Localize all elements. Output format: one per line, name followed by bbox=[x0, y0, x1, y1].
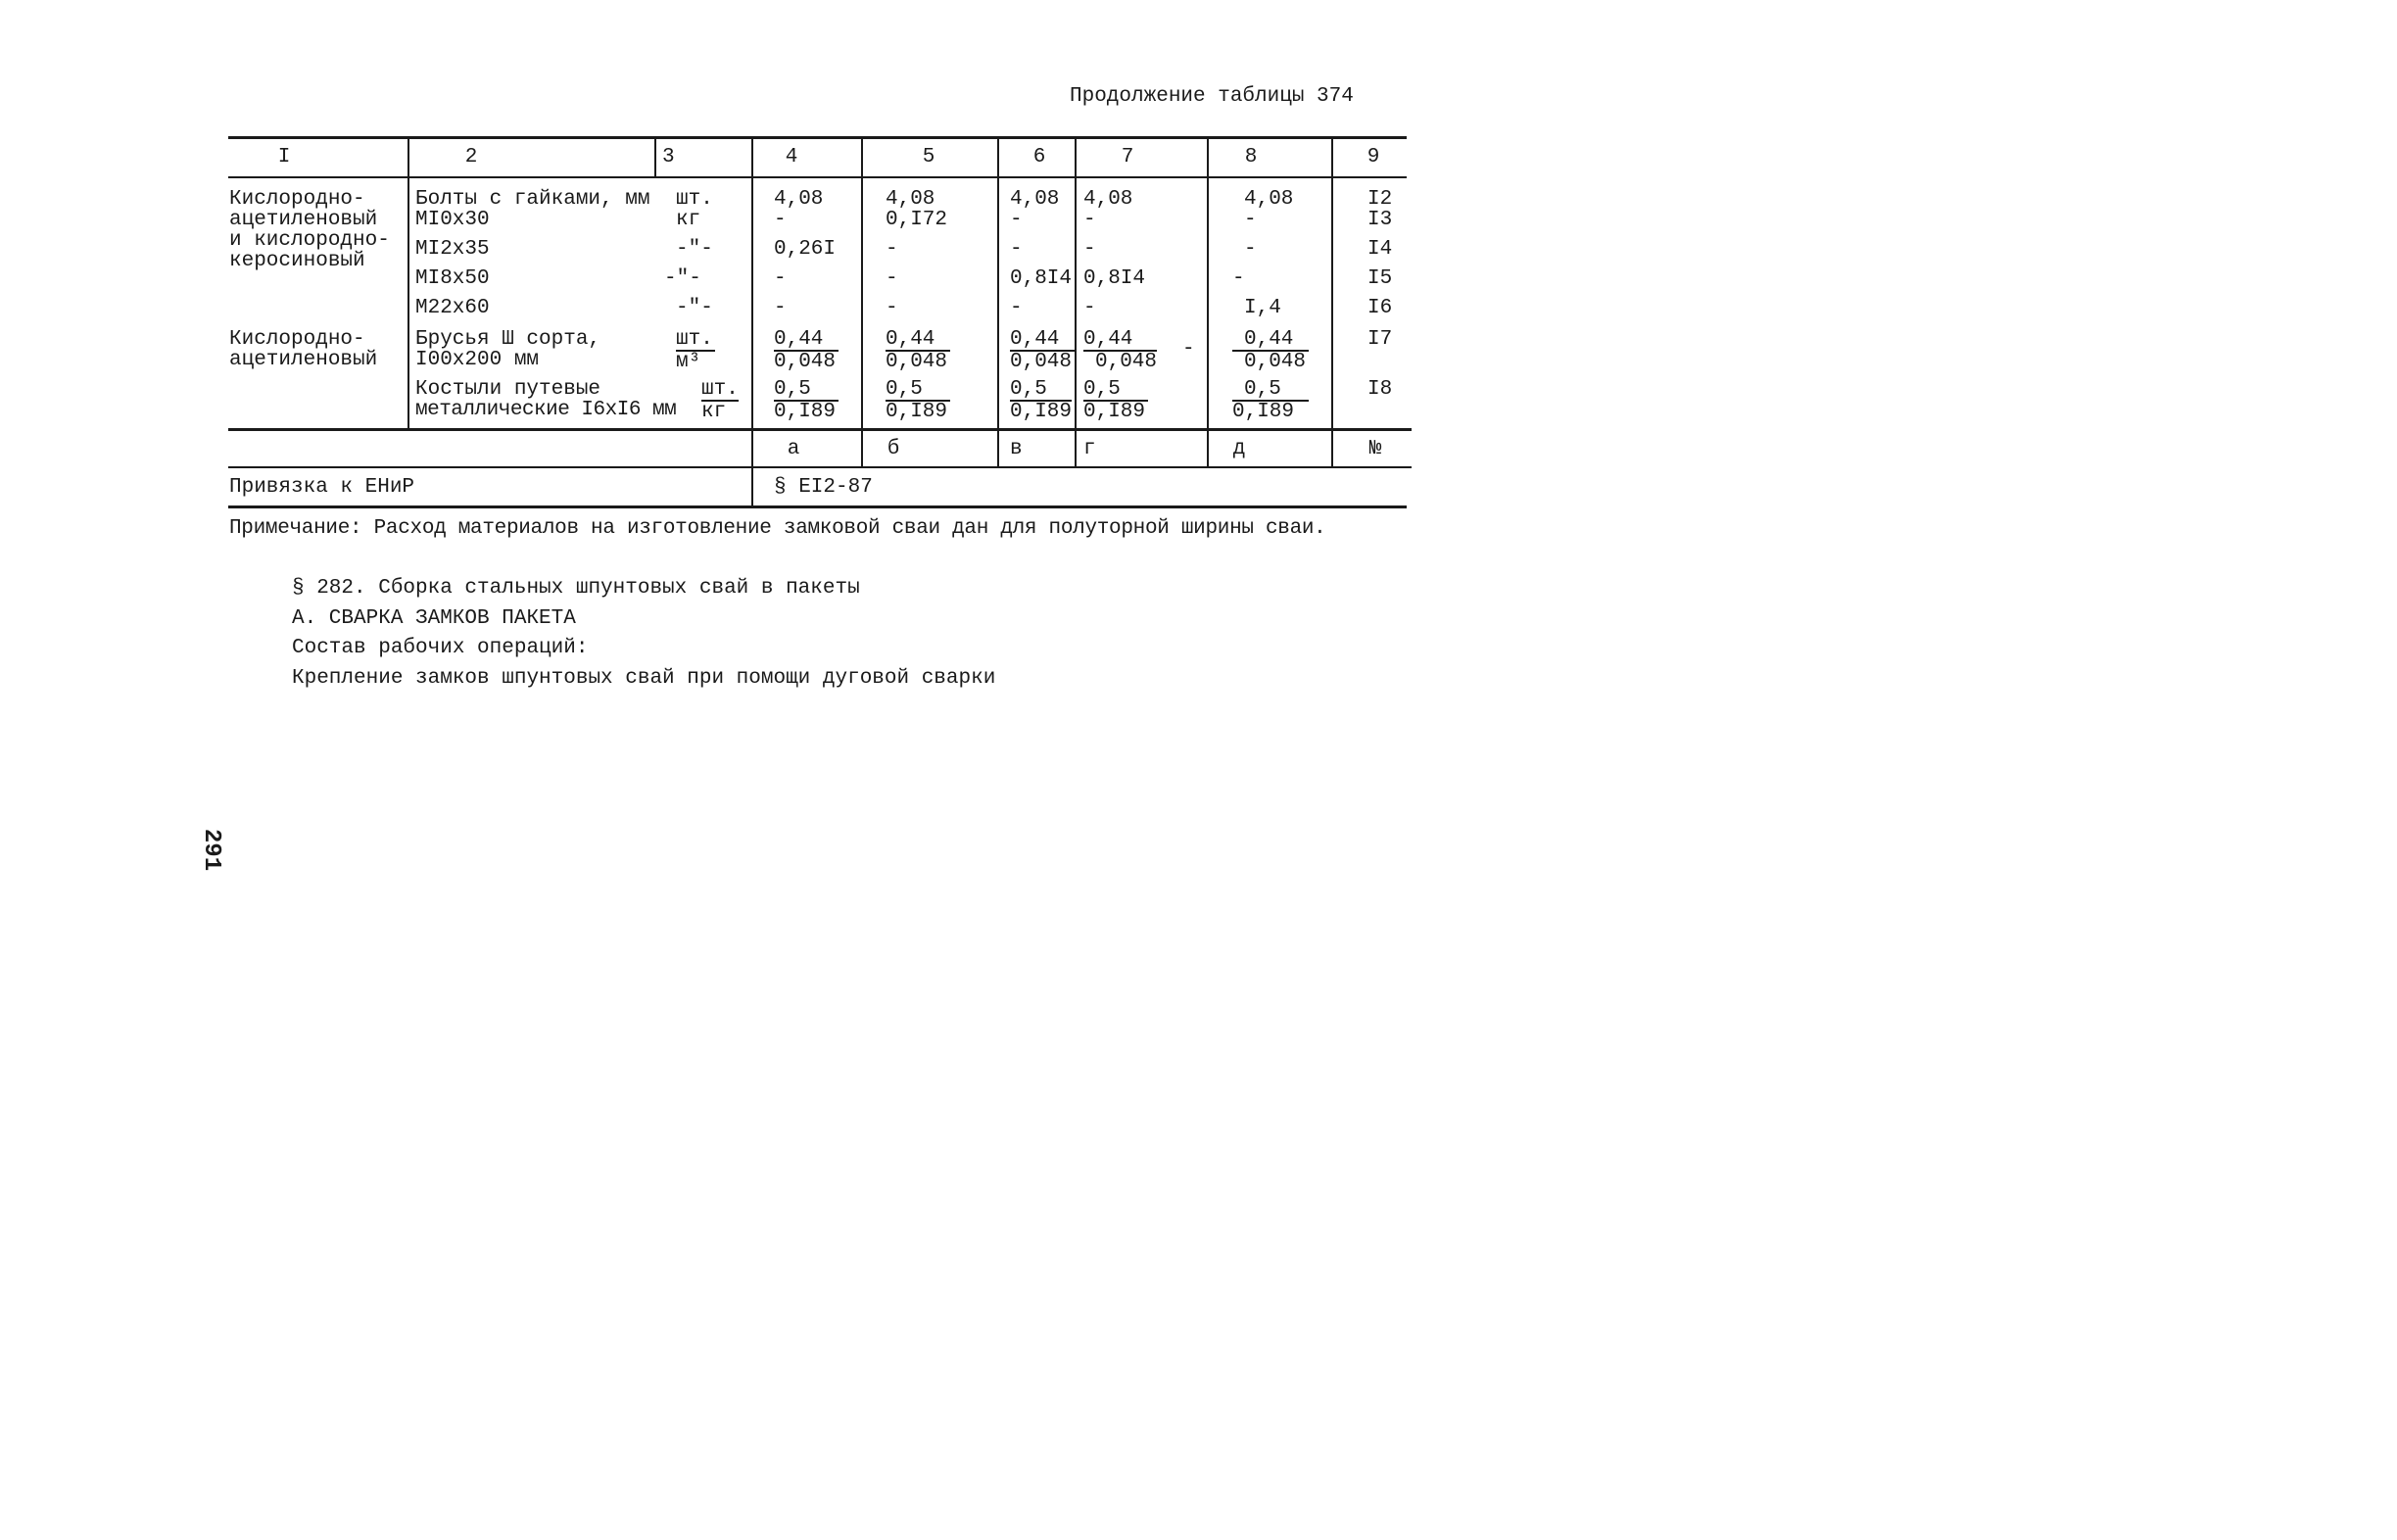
unit-fraction bbox=[701, 379, 739, 422]
fraction-numerator: 0,5 bbox=[774, 379, 839, 402]
table-cell: - bbox=[1010, 209, 1023, 231]
fraction-denominator: 0,048 bbox=[886, 351, 948, 373]
fraction-denominator: 0,I89 bbox=[886, 401, 948, 423]
fraction-numerator: 0,44 bbox=[774, 329, 839, 352]
col-divider-7 bbox=[1207, 137, 1209, 467]
col-header: 4 bbox=[785, 146, 798, 168]
col-divider-8 bbox=[1331, 137, 1333, 467]
table-cell: - bbox=[1083, 238, 1096, 261]
table-top-rule bbox=[228, 136, 1407, 139]
fraction-denominator: 0,048 bbox=[1095, 351, 1158, 373]
letter-cell: б bbox=[887, 438, 900, 460]
col-divider-4 bbox=[861, 137, 863, 467]
fraction-denominator: 0,I89 bbox=[1010, 401, 1073, 423]
table-cell: - bbox=[1083, 297, 1096, 319]
col-header: 7 bbox=[1121, 146, 1134, 168]
table-cell: 4,08 bbox=[774, 188, 824, 211]
fraction-numerator: 0,44 bbox=[886, 329, 950, 352]
row-number: I3 bbox=[1367, 209, 1393, 231]
row-name: металлические I6xI6 мм bbox=[415, 399, 677, 421]
table-cell: 0,8I4 bbox=[1010, 267, 1073, 290]
unit-fraction bbox=[676, 329, 715, 372]
row-name: M22x60 bbox=[415, 297, 490, 319]
table-cell: 4,08 bbox=[886, 188, 935, 211]
fraction-denominator: 0,I89 bbox=[1083, 401, 1146, 423]
table-cell: 0,8I4 bbox=[1083, 267, 1146, 290]
page-number: 291 bbox=[198, 828, 225, 872]
col-header: 9 bbox=[1366, 146, 1380, 168]
table-note: Примечание: Расход материалов на изготовление замковой сваи дан для полуторной ширины сваи. bbox=[229, 517, 1326, 540]
table-continuation-caption: Продолжение таблицы 374 bbox=[1070, 85, 1354, 108]
table-cell: - bbox=[1083, 209, 1096, 231]
group-name-line: Кислородно- bbox=[229, 328, 365, 351]
group-name-line: Кислородно- bbox=[229, 188, 365, 211]
row-unit: -"- bbox=[676, 238, 713, 261]
table-cell: - bbox=[1244, 209, 1257, 231]
row-name: Болты с гайками, мм bbox=[415, 188, 650, 211]
fraction-denominator: 0,I89 bbox=[774, 401, 837, 423]
operations-text: Крепление замков шпунтовых свай при помощи дуговой сварки bbox=[292, 667, 996, 690]
row-unit: шт. bbox=[676, 188, 713, 211]
col-divider-1 bbox=[407, 137, 409, 429]
fraction-numerator: 0,44 bbox=[1010, 329, 1075, 352]
table-cell: 4,08 bbox=[1083, 188, 1133, 211]
binding-label: Привязка к ЕНиР bbox=[229, 476, 415, 499]
row-unit: -"- bbox=[676, 297, 713, 319]
fraction-numerator: 0,5 bbox=[1232, 379, 1309, 402]
col-header: 6 bbox=[1032, 146, 1046, 168]
operations-label: Состав рабочих операций: bbox=[292, 637, 589, 659]
row-unit: кг bbox=[676, 209, 701, 231]
table-cell: 4,08 bbox=[1244, 188, 1294, 211]
cell-fraction bbox=[1232, 379, 1309, 422]
col-header: 3 bbox=[662, 146, 675, 168]
col-divider-5 bbox=[997, 137, 999, 467]
cell-fraction bbox=[774, 329, 839, 372]
col-header: 5 bbox=[922, 146, 935, 168]
letter-cell: а bbox=[787, 438, 800, 460]
table-cell: - bbox=[1010, 238, 1023, 261]
letter-cell: г bbox=[1083, 438, 1096, 460]
cell-fraction bbox=[886, 329, 950, 372]
row-number: I7 bbox=[1367, 328, 1393, 351]
cell-fraction bbox=[1083, 329, 1157, 372]
table-cell: - bbox=[1244, 238, 1257, 261]
table-cell: - bbox=[774, 209, 787, 231]
col-divider-2 bbox=[654, 137, 656, 178]
row-number: I8 bbox=[1367, 378, 1393, 401]
cell-fraction bbox=[774, 379, 839, 422]
table-cell: 4,08 bbox=[1010, 188, 1060, 211]
binding-value: § EI2-87 bbox=[774, 476, 873, 499]
col-header: I bbox=[277, 146, 291, 168]
letters-bottom-rule bbox=[228, 466, 1412, 468]
cell-fraction bbox=[1083, 379, 1148, 422]
col-header: 2 bbox=[464, 146, 478, 168]
letter-cell: д bbox=[1232, 438, 1246, 460]
col-header: 8 bbox=[1244, 146, 1258, 168]
row-name: Костыли путевые bbox=[415, 378, 601, 401]
fraction-numerator: 0,44 bbox=[1232, 329, 1309, 352]
col-divider-6 bbox=[1075, 137, 1077, 467]
table-cell: 0,26I bbox=[774, 238, 837, 261]
table-cell: - bbox=[886, 297, 898, 319]
row-name: MI2x35 bbox=[415, 238, 490, 261]
fraction-denominator: 0,048 bbox=[1010, 351, 1073, 373]
row-name: I00x200 мм bbox=[415, 349, 540, 371]
group-name-line: ацетиленовый bbox=[229, 349, 378, 371]
row-number: I2 bbox=[1367, 188, 1393, 211]
cell-fraction bbox=[1010, 329, 1075, 372]
group-name-line: керосиновый bbox=[229, 250, 365, 272]
section-title: § 282. Сборка стальных шпунтовых свай в пакеты bbox=[292, 577, 860, 600]
table-cell: - bbox=[774, 267, 787, 290]
table-cell: 0,I72 bbox=[886, 209, 948, 231]
fraction-numerator: 0,44 bbox=[1083, 329, 1157, 352]
cell-fraction bbox=[1010, 379, 1072, 422]
table-cell: - bbox=[1182, 338, 1195, 361]
unit-numerator: шт. bbox=[701, 378, 739, 401]
fraction-denominator: 0,I89 bbox=[1232, 401, 1295, 423]
body-bottom-rule bbox=[228, 428, 1412, 431]
cell-fraction bbox=[886, 379, 950, 422]
letter-cell: № bbox=[1368, 438, 1382, 460]
row-name: MI8x50 bbox=[415, 267, 490, 290]
letter-cell: в bbox=[1010, 438, 1023, 460]
row-name: MI0x30 bbox=[415, 209, 490, 231]
section-subtitle: А. СВАРКА ЗАМКОВ ПАКЕТА bbox=[292, 607, 576, 630]
table-cell: - bbox=[886, 238, 898, 261]
cell-fraction bbox=[1232, 329, 1309, 372]
fraction-numerator: 0,5 bbox=[886, 379, 950, 402]
row-number: I6 bbox=[1367, 297, 1393, 319]
table-cell: - bbox=[1010, 297, 1023, 319]
table-cell: I,4 bbox=[1244, 297, 1281, 319]
fraction-numerator: 0,5 bbox=[1083, 379, 1148, 402]
group-name-line: ацетиленовый bbox=[229, 209, 378, 231]
fraction-denominator: 0,048 bbox=[774, 351, 837, 373]
unit-numerator: шт. bbox=[676, 328, 713, 351]
fraction-numerator: 0,5 bbox=[1010, 379, 1072, 402]
fraction-denominator: 0,048 bbox=[1244, 351, 1307, 373]
col-divider-3 bbox=[751, 137, 753, 506]
header-bottom-rule bbox=[228, 176, 1407, 178]
group-name-line: и кислородно- bbox=[229, 229, 390, 252]
unit-denominator: м³ bbox=[676, 351, 701, 373]
unit-denominator: кг bbox=[701, 401, 727, 423]
row-number: I4 bbox=[1367, 238, 1393, 261]
table-final-rule bbox=[228, 505, 1407, 508]
table-cell: - bbox=[886, 267, 898, 290]
table-cell: - bbox=[774, 297, 787, 319]
row-name: Брусья Ш сорта, bbox=[415, 328, 601, 351]
table-cell: - bbox=[1232, 267, 1245, 290]
row-number: I5 bbox=[1367, 267, 1393, 290]
row-unit: -"- bbox=[664, 267, 701, 290]
